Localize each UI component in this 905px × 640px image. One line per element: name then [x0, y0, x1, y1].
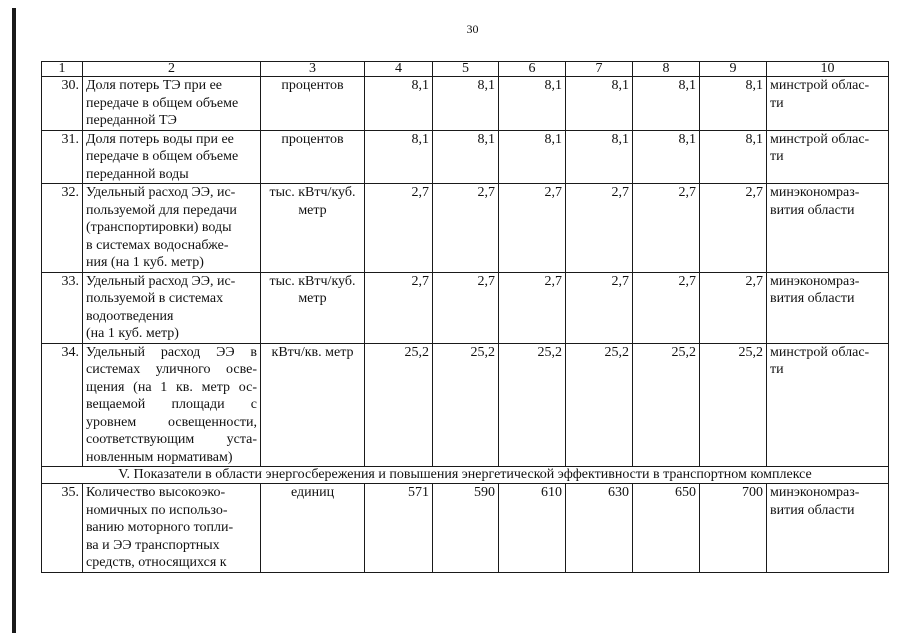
column-number: 10 [767, 62, 889, 77]
value-cell: 25,2 [365, 343, 433, 467]
column-number: 8 [633, 62, 700, 77]
value-cell: 8,1 [499, 77, 566, 131]
indicator-name-line: водоотведения [86, 308, 174, 324]
unit-line: кВтч/кв. метр [271, 344, 354, 360]
indicator-name-line: номичных по использо- [86, 502, 228, 518]
column-number: 5 [433, 62, 499, 77]
value-cell: 25,2 [566, 343, 633, 467]
indicator-name-line: Удельный расход ЭЭ в [86, 344, 257, 360]
indicator-name-line: переданной ТЭ [86, 113, 177, 128]
row-number: 32. [42, 184, 83, 273]
value-cell: 2,7 [365, 184, 433, 273]
column-number: 7 [566, 62, 633, 77]
unit-cell [261, 484, 365, 573]
indicator-name-line: средств, относящихся к [86, 555, 227, 570]
indicator-name-line: ванию моторного топли- [86, 520, 234, 535]
column-number: 9 [700, 62, 767, 77]
value-cell: 2,7 [633, 184, 700, 273]
indicator-name-line: пользуемой для передачи [86, 202, 237, 218]
row-number: 31. [42, 130, 83, 184]
department-line: вития области [770, 202, 855, 218]
indicator-name-line: соответствующим уста- [86, 432, 257, 447]
department-line: минэкономраз- [770, 485, 860, 500]
value-cell: 630 [566, 484, 633, 573]
value-cell: 650 [633, 484, 700, 573]
responsible-department [767, 130, 889, 184]
indicator-name-line: передаче в общем объеме [86, 95, 239, 111]
department-line: минэкономраз- [770, 273, 860, 289]
indicator-name-line: ния (на 1 куб. метр) [86, 255, 204, 270]
table-row [42, 272, 889, 343]
value-cell: 8,1 [566, 130, 633, 184]
table-row [42, 343, 889, 467]
row-number: 30. [42, 77, 83, 131]
indicator-name-line: переданной воды [86, 166, 189, 182]
department-line: вития области [770, 291, 855, 306]
unit-line: метр [298, 291, 327, 306]
indicator-name-line: вещаемой площади с [86, 397, 257, 412]
department-line: ти [770, 362, 784, 377]
indicator-name-line: уровнем освещенности, [86, 414, 257, 430]
column-numbers-row [42, 62, 889, 77]
value-cell: 2,7 [700, 184, 767, 273]
value-cell: 2,7 [433, 184, 499, 273]
value-cell: 590 [433, 484, 499, 573]
table-row [42, 77, 889, 131]
table-row [42, 130, 889, 184]
value-cell: 8,1 [433, 130, 499, 184]
column-number: 3 [261, 62, 365, 77]
row-number: 35. [42, 484, 83, 573]
value-cell: 8,1 [633, 130, 700, 184]
responsible-department [767, 484, 889, 573]
department-line: ти [770, 95, 784, 111]
indicator-name-line: (на 1 куб. метр) [86, 326, 179, 341]
value-cell: 700 [700, 484, 767, 573]
value-cell: 2,7 [365, 272, 433, 343]
value-cell: 25,2 [700, 343, 767, 467]
value-cell: 25,2 [433, 343, 499, 467]
value-cell: 2,7 [566, 184, 633, 273]
table-row [42, 184, 889, 273]
unit-line: метр [298, 202, 327, 218]
row-number: 33. [42, 272, 83, 343]
indicator-name [83, 484, 261, 573]
value-cell: 25,2 [499, 343, 566, 467]
unit-line: единиц [290, 485, 335, 500]
value-cell: 8,1 [365, 130, 433, 184]
responsible-department [767, 272, 889, 343]
value-cell: 2,7 [700, 272, 767, 343]
responsible-department [767, 343, 889, 467]
unit-cell [261, 130, 365, 184]
indicator-name-line: в системах водоснабже- [86, 237, 229, 253]
indicator-name-line: Доля потерь ТЭ при ее [86, 78, 223, 93]
column-number: 4 [365, 62, 433, 77]
department-line: минстрой облас- [770, 131, 870, 147]
unit-line: процентов [281, 131, 344, 147]
indicator-name-line: Удельный расход ЭЭ, ис- [86, 273, 236, 289]
indicator-name [83, 184, 261, 273]
section-heading-row [42, 467, 889, 484]
value-cell: 2,7 [433, 272, 499, 343]
column-number: 2 [83, 62, 261, 77]
unit-cell [261, 77, 365, 131]
responsible-department [767, 184, 889, 273]
table-row [42, 484, 889, 573]
value-cell: 8,1 [633, 77, 700, 131]
indicator-name-line: Количество высокоэко- [86, 485, 226, 500]
unit-cell [261, 184, 365, 273]
value-cell: 2,7 [633, 272, 700, 343]
indicator-name-line: ва и ЭЭ транспортных [86, 537, 220, 553]
indicator-name-line: передаче в общем объеме [86, 149, 239, 164]
column-number: 6 [499, 62, 566, 77]
row-number: 34. [42, 343, 83, 467]
indicator-name-line: системах уличного осве- [86, 362, 257, 377]
section-heading: V. Показатели в области энергосбережения и повышения энергетической эффективности в транспортном комплексе [42, 467, 889, 484]
indicator-name-line: щения (на 1 кв. метр ос- [86, 379, 257, 395]
page-number: 30 [466, 22, 479, 36]
indicator-name [83, 130, 261, 184]
value-cell: 2,7 [499, 272, 566, 343]
indicator-name-line: Доля потерь воды при ее [86, 131, 234, 147]
indicator-name [83, 343, 261, 467]
department-line: вития области [770, 502, 855, 518]
value-cell: 610 [499, 484, 566, 573]
column-number: 1 [42, 62, 83, 77]
indicator-name-line: (транспортировки) воды [86, 220, 232, 235]
department-line: минстрой облас- [770, 78, 870, 93]
value-cell: 8,1 [433, 77, 499, 131]
value-cell: 2,7 [566, 272, 633, 343]
value-cell: 8,1 [365, 77, 433, 131]
department-line: минстрой облас- [770, 344, 870, 360]
value-cell: 8,1 [700, 130, 767, 184]
indicators-table [41, 61, 889, 573]
unit-cell [261, 343, 365, 467]
indicator-name-line: новленным нормативам) [86, 449, 233, 465]
department-line: ти [770, 149, 784, 164]
department-line: минэкономраз- [770, 185, 860, 200]
unit-line: процентов [281, 78, 344, 93]
indicator-name-line: Удельный расход ЭЭ, ис- [86, 185, 236, 200]
value-cell: 25,2 [633, 343, 700, 467]
scan-edge-shadow [12, 8, 16, 633]
unit-line: тыс. кВтч/куб. [269, 273, 356, 289]
value-cell: 571 [365, 484, 433, 573]
value-cell: 8,1 [700, 77, 767, 131]
value-cell: 2,7 [499, 184, 566, 273]
indicator-name [83, 272, 261, 343]
value-cell: 8,1 [566, 77, 633, 131]
indicator-name [83, 77, 261, 131]
unit-line: тыс. кВтч/куб. [269, 185, 356, 200]
unit-cell [261, 272, 365, 343]
responsible-department [767, 77, 889, 131]
table-body [42, 62, 889, 573]
value-cell: 8,1 [499, 130, 566, 184]
indicator-name-line: пользуемой в системах [86, 291, 224, 306]
